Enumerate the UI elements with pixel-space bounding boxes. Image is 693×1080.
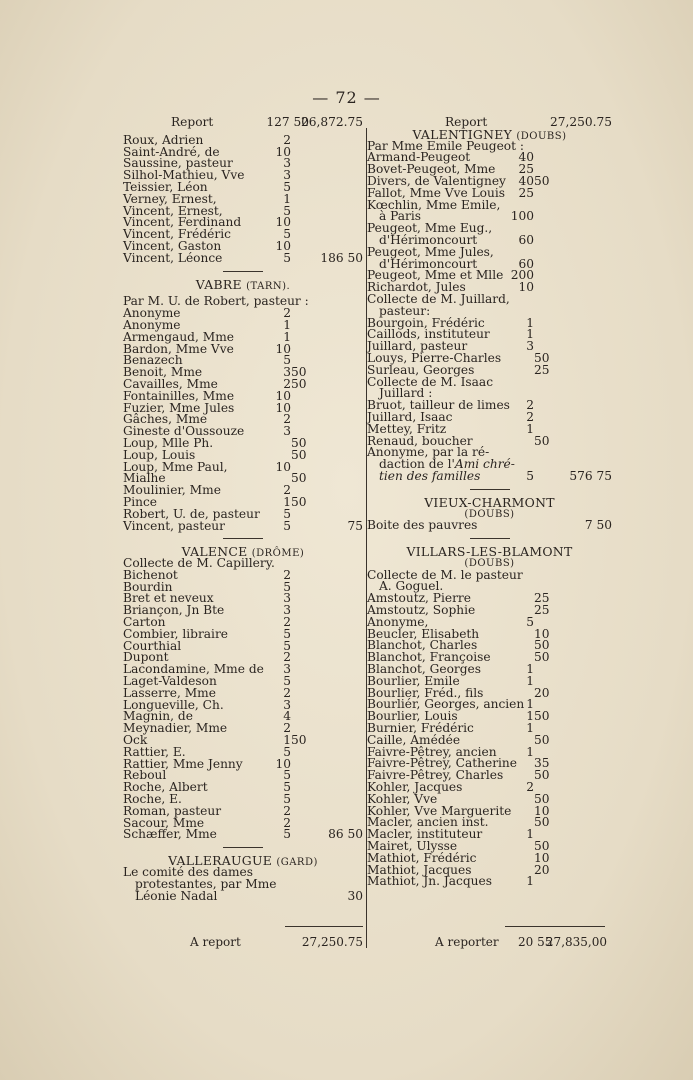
- entry-name: Bourdin: [123, 579, 173, 594]
- entry-amount: 2: [283, 685, 291, 700]
- entry-name: Collecte de M. Isaac: [367, 374, 494, 389]
- entry-amount: 60: [518, 232, 534, 247]
- entry-name: Vincent, Ernest,: [123, 203, 223, 218]
- entry-amount: 2: [283, 483, 291, 498]
- entry-amount: 10: [275, 388, 291, 403]
- entry-name: Vincent, Gaston: [123, 238, 222, 253]
- entry-name: Anonyme: [123, 306, 181, 321]
- entry-name: Bourlier, Emile: [367, 673, 460, 688]
- entry-total: 186 50: [320, 250, 363, 265]
- entry-name: Rattier, Mme Jenny: [123, 756, 243, 771]
- entry-amount: 3: [283, 662, 291, 677]
- entry-cents: 10: [534, 850, 550, 865]
- entry-name: Juillard :: [379, 386, 433, 401]
- entry-name: Anonyme, par la ré-: [367, 445, 490, 460]
- entry-cents: 50: [534, 709, 550, 724]
- entry-name: Blanchot, Georges: [367, 662, 482, 677]
- entry-amount: 5: [283, 792, 291, 807]
- entry-name: Vincent, Frédéric: [123, 227, 231, 242]
- entry-name: Vincent, pasteur: [123, 518, 225, 533]
- entry-amount: 10: [275, 400, 291, 415]
- entry-cents: 50: [534, 433, 550, 448]
- list-item: [123, 888, 363, 903]
- entry-amount: 3: [283, 697, 291, 712]
- entry-name: Faivre-Pêtrey, Catherine: [367, 756, 517, 771]
- entry-cents: 20: [534, 685, 550, 700]
- entry-name: Briançon, Jn Bte: [123, 603, 225, 618]
- entry-amount: 1: [526, 327, 534, 342]
- entry-name: Anonyme: [123, 317, 181, 332]
- section-dept: (GARD): [276, 857, 318, 869]
- section-intro-text: Le comité des dames: [123, 865, 254, 880]
- entry-amount: 200: [510, 268, 534, 283]
- section-title: VIEUX-CHARMONT: [424, 494, 555, 510]
- entry-cents: 25: [534, 591, 550, 606]
- section-dept: (DOUBS): [464, 508, 515, 520]
- entry-name: Armengaud, Mme: [123, 329, 234, 344]
- section-title: VABRE (TARN).: [195, 276, 291, 292]
- entry-name: Amstoutz, Pierre: [367, 591, 471, 606]
- entry-amount: 40: [518, 150, 534, 165]
- entry-amount: 3: [283, 591, 291, 606]
- entry-cents: 50: [534, 768, 550, 783]
- list-item: [123, 518, 363, 533]
- entry-amount: 1: [526, 874, 534, 889]
- entry-cents: 20: [534, 862, 550, 877]
- entry-name: Fontainilles, Mme: [123, 388, 235, 403]
- entry-name: Ock: [123, 733, 148, 748]
- entry-amount: 1: [526, 697, 534, 712]
- entry-amount: 3: [526, 339, 534, 354]
- entry-name: Bourliér, Georges, ancien: [367, 697, 525, 712]
- entry-name: Amstoutz, Sophie: [367, 603, 476, 618]
- left-column: [123, 117, 363, 908]
- entry-name: Teissier, Léon: [123, 179, 208, 194]
- entry-name: Renaud, boucher: [367, 433, 473, 448]
- entry-cents: 50: [534, 732, 550, 747]
- report-total: 26,872.75: [300, 115, 363, 129]
- section-heading: [367, 494, 612, 510]
- entry-name: Bovet-Peugeot, Mme: [367, 162, 496, 177]
- entry-name: Macler, ancien inst.: [367, 815, 489, 830]
- entry-amount: 2: [283, 721, 291, 736]
- entry-name: Vincent, Ferdinand: [123, 215, 242, 230]
- entry-amount: 1: [283, 317, 291, 332]
- entry-name: Pince: [123, 494, 157, 509]
- entry-name: Peugeot, Mme et Mlle: [367, 268, 504, 283]
- entry-cents: 50: [291, 471, 307, 486]
- entry-name: Loup, Mlle Ph.: [123, 435, 214, 450]
- section-intro-text: Collecte de M. Capillery.: [123, 556, 275, 571]
- entry-name: Roman, pasteur: [123, 803, 222, 818]
- section-intro-text: Par M. U. de Robert, pasteur :: [123, 294, 309, 309]
- entry-name: Courthial: [123, 638, 182, 653]
- report-line: [123, 117, 363, 129]
- entry-amount: 1: [526, 421, 534, 436]
- entry-name: d'Hérimoncourt: [379, 232, 478, 247]
- entry-name: Lacondamine, Mme de: [123, 662, 264, 677]
- entry-name: Silhol-Mathieu, Vve: [123, 168, 245, 183]
- entry-name: Roux, Adrien: [123, 132, 204, 147]
- section-intro-text: protestantes, par Mme: [135, 876, 277, 891]
- entry-cents: 50: [534, 350, 550, 365]
- entry-amount: 5: [283, 780, 291, 795]
- entry-amount: 1: [526, 721, 534, 736]
- entry-amount: 5: [283, 518, 291, 533]
- entry-name: Meynadier, Mme: [123, 721, 228, 736]
- entry-amount: 10: [275, 238, 291, 253]
- entry-name: Mialhe: [123, 471, 166, 486]
- entry-name: Combier, libraire: [123, 626, 228, 641]
- entry-name: daction de l'Ami chré-: [379, 457, 515, 472]
- entry-name: Richardot, Jules: [367, 280, 466, 295]
- entry-amount: 25: [518, 162, 534, 177]
- section-dept: (DOUBS): [464, 557, 515, 569]
- entry-amount: 2: [283, 412, 291, 427]
- entry-amount: 5: [283, 744, 291, 759]
- entry-amount: 3: [283, 168, 291, 183]
- entry-name: Reboul: [123, 768, 167, 783]
- entry-name: Saint-André, de: [123, 144, 220, 159]
- entry-name: Bichenot: [123, 567, 178, 582]
- entry-total: 7 50: [584, 518, 612, 533]
- entry-amount: 10: [275, 144, 291, 159]
- entry-name: Dupont: [123, 650, 169, 665]
- entry-name: Mettey, Fritz: [367, 421, 447, 436]
- entry-amount: 3: [283, 603, 291, 618]
- section-dept: (DOUBS): [516, 130, 567, 142]
- entry-amount: 5: [283, 626, 291, 641]
- entry-name: Anonyme,: [367, 614, 429, 629]
- entry-name: Boite des pauvres: [367, 518, 478, 533]
- section-intro-text: A. Goguel.: [379, 579, 444, 594]
- entry-name: Macler, instituteur: [367, 827, 483, 842]
- entry-name: Saussine, pasteur: [123, 156, 233, 171]
- entry-amount: 1: [526, 709, 534, 724]
- entry-amount: 2: [283, 306, 291, 321]
- entry-amount: 10: [275, 756, 291, 771]
- entry-amount: 5: [283, 250, 291, 265]
- entry-amount: 2: [526, 780, 534, 795]
- entry-name: Verney, Ernest,: [123, 191, 217, 206]
- entry-name: Kœchlin, Mme Emile,: [367, 197, 501, 212]
- entry-name: Mairet, Ulysse: [367, 839, 458, 854]
- entry-name: Juillard, Isaac: [367, 409, 453, 424]
- entry-name: Lasserre, Mme: [123, 685, 216, 700]
- section-title: VALENCE (DRÔME): [181, 544, 305, 560]
- entry-amount: 1: [526, 315, 534, 330]
- entry-cents: 25: [534, 603, 550, 618]
- entry-name: Bourgoin, Frédéric: [367, 315, 485, 330]
- entry-amount: 5: [283, 506, 291, 521]
- entry-cents: 25: [534, 362, 550, 377]
- right-column: [367, 117, 612, 888]
- entry-amount: 5: [283, 227, 291, 242]
- right-footer-label: A reporter: [435, 935, 499, 949]
- entry-name: Bardon, Mme Vve: [123, 341, 234, 356]
- entry-name: Léonie Nadal: [135, 888, 218, 903]
- entry-amount: 10: [275, 341, 291, 356]
- entry-name: pasteur:: [379, 303, 431, 318]
- entry-cents: 10: [534, 626, 550, 641]
- entry-name: Moulinier, Mme: [123, 483, 221, 498]
- entry-name: Rattier, E.: [123, 744, 186, 759]
- section-title: VALLERAUGUE (GARD): [168, 853, 318, 869]
- list-item: [123, 485, 363, 497]
- entry-amount: 2: [526, 398, 534, 413]
- entry-amount: 25: [518, 185, 534, 200]
- entry-name: Bourlier, Fréd., fils: [367, 685, 484, 700]
- entry-amount: 1: [283, 733, 291, 748]
- entry-name: Burnier, Frédéric: [367, 721, 474, 736]
- entry-name: Mathiot, Jn. Jacques: [367, 874, 492, 889]
- entry-total: 30: [347, 888, 363, 903]
- entry-name: Robert, U. de, pasteur: [123, 506, 260, 521]
- entry-name: Benoit, Mme: [123, 365, 203, 380]
- entry-amount: 1: [283, 191, 291, 206]
- entry-name: Sacour, Mme: [123, 815, 205, 830]
- section-title: VALENTIGNEY (DOUBS): [412, 126, 567, 142]
- entry-name: tien des familles: [379, 468, 481, 483]
- entry-amount: 2: [283, 376, 291, 391]
- entry-cents: 35: [534, 756, 550, 771]
- entry-name: Peugeot, Mme Eug.,: [367, 221, 493, 236]
- entry-name: Longueville, Ch.: [123, 697, 224, 712]
- entry-name: Blanchot, Françoise: [367, 650, 491, 665]
- entry-name: Magnin, de: [123, 709, 193, 724]
- entry-amount: 10: [275, 215, 291, 230]
- entry-amount: 5: [283, 179, 291, 194]
- entry-name: Kohler, Vve Marguerite: [367, 803, 512, 818]
- section-intro-text: Par Mme Emile Peugeot :: [367, 138, 525, 153]
- entry-name: Fallot, Mme Vve Louis: [367, 185, 506, 200]
- right-footer-rule: [505, 926, 605, 927]
- entry-name: Faivre-Pêtrey, ancien: [367, 744, 497, 759]
- entry-name: Beucler, Elisabeth: [367, 626, 480, 641]
- report-label: Report: [171, 115, 214, 129]
- entry-cents: 50: [534, 173, 550, 188]
- entry-amount: 5: [283, 579, 291, 594]
- entry-amount: 3: [283, 424, 291, 439]
- entry-name: Divers, de Valentigney: [367, 173, 506, 188]
- entry-name: Caillods, instituteur: [367, 327, 490, 342]
- entry-name: Collecte de M. Juillard,: [367, 291, 510, 306]
- section-dept: (DRÔME): [251, 548, 305, 560]
- entry-cents: 50: [291, 435, 307, 450]
- entry-amount: 1: [526, 744, 534, 759]
- entry-name: Louys, Pierre-Charles: [367, 350, 502, 365]
- entry-name: Bret et neveux: [123, 591, 214, 606]
- entry-name: Vincent, Léonce: [123, 250, 223, 265]
- right-footer-total: 27,835,00: [545, 935, 607, 949]
- entry-amount: 5: [526, 468, 534, 483]
- list-item: [123, 250, 363, 265]
- entry-name: Caille, Amédée: [367, 732, 461, 747]
- entry-total: 86 50: [328, 827, 363, 842]
- entry-amount: 2: [526, 409, 534, 424]
- entry-amount: 4: [283, 709, 291, 724]
- left-footer-rule: [285, 926, 363, 927]
- list-item: [367, 876, 612, 888]
- entry-amount: 100: [510, 209, 534, 224]
- entry-amount: 5: [283, 827, 291, 842]
- entry-cents: 50: [291, 376, 307, 391]
- list-item: [367, 468, 612, 483]
- entry-name: Gineste d'Oussouze: [123, 424, 245, 439]
- entry-name: Loup, Mme Paul,: [123, 459, 228, 474]
- report-subtotal: 127 50: [266, 115, 309, 129]
- entry-name: Faivre-Pêtrey, Charles: [367, 768, 504, 783]
- entry-name: Roche, E.: [123, 792, 182, 807]
- entry-amount: 2: [283, 615, 291, 630]
- entry-cents: 50: [534, 638, 550, 653]
- entry-name: Mathiot, Jacques: [367, 862, 472, 877]
- entry-amount: 5: [283, 768, 291, 783]
- report-label: Report: [445, 115, 488, 129]
- section-heading: [123, 276, 363, 292]
- left-footer-label: A report: [190, 935, 241, 949]
- entry-total: 576 75: [569, 468, 612, 483]
- entry-name: Kohler, Vve: [367, 791, 438, 806]
- entry-name: Mathiot, Frédéric: [367, 850, 477, 865]
- entry-name: Benazech: [123, 353, 183, 368]
- entry-cents: 50: [534, 839, 550, 854]
- entry-name: Blanchot, Charles: [367, 638, 478, 653]
- entry-amount: 2: [283, 803, 291, 818]
- entry-cents: 50: [291, 494, 307, 509]
- entry-name: Schæffer, Mme: [123, 827, 217, 842]
- entry-amount: 1: [283, 329, 291, 344]
- entry-name: Fuzier, Mme Jules: [123, 400, 235, 415]
- entry-cents: 10: [534, 803, 550, 818]
- entry-total: 75: [347, 518, 363, 533]
- entry-name: Gâches, Mme: [123, 412, 208, 427]
- entry-amount: 10: [275, 459, 291, 474]
- entry-amount: 3: [283, 156, 291, 171]
- entry-amount: 10: [518, 280, 534, 295]
- list-item: [123, 829, 363, 841]
- entry-name: Bourlier, Louis: [367, 709, 458, 724]
- report-total: 27,250.75: [549, 115, 612, 129]
- entry-name: Armand-Peugeot: [367, 150, 471, 165]
- section-dept: (TARN).: [246, 280, 291, 292]
- entry-amount: 5: [283, 674, 291, 689]
- left-footer-total: 27,250.75: [301, 935, 363, 949]
- entry-name: Kohler, Jacques: [367, 780, 463, 795]
- entry-cents: 50: [534, 650, 550, 665]
- section-heading: [367, 546, 612, 558]
- entry-amount: 3: [283, 365, 291, 380]
- page-number: — 72 —: [312, 88, 381, 107]
- entry-name: Surleau, Georges: [367, 362, 475, 377]
- entry-name: Roche, Albert: [123, 780, 208, 795]
- entry-amount: 5: [283, 638, 291, 653]
- list-item: [123, 723, 363, 735]
- entry-amount: 5: [526, 614, 534, 629]
- entry-name: Cavailles, Mme: [123, 376, 218, 391]
- entry-name: Juillard, pasteur: [367, 339, 468, 354]
- entry-name: à Paris: [379, 209, 422, 224]
- entry-name: d'Hérimoncourt: [379, 256, 478, 271]
- entry-amount: 60: [518, 256, 534, 271]
- entry-amount: 2: [283, 650, 291, 665]
- entry-name: Carton: [123, 615, 166, 630]
- entry-amount: 5: [283, 353, 291, 368]
- entry-cents: 50: [534, 791, 550, 806]
- entry-amount: 40: [518, 173, 534, 188]
- entry-name: Laget-Valdeson: [123, 674, 217, 689]
- entry-amount: 2: [283, 567, 291, 582]
- list-item: [367, 520, 612, 532]
- entry-cents: 50: [291, 447, 307, 462]
- entry-amount: 2: [283, 132, 291, 147]
- entry-amount: 1: [526, 662, 534, 677]
- entry-name: Bruot, tailleur de limes: [367, 398, 510, 413]
- entry-cents: 50: [291, 365, 307, 380]
- entry-amount: 2: [283, 815, 291, 830]
- entry-amount: 1: [283, 494, 291, 509]
- entry-cents: 50: [291, 733, 307, 748]
- entry-cents: 50: [534, 815, 550, 830]
- section-title: VILLARS-LES-BLAMONT: [406, 544, 573, 560]
- entry-amount: 1: [526, 827, 534, 842]
- entry-name: Peugeot, Mme Jules,: [367, 244, 494, 259]
- spacer: [123, 902, 363, 908]
- right-footer-subtotal: 20 55: [518, 935, 553, 949]
- section-intro-text: Collecte de M. le pasteur: [367, 567, 523, 582]
- entry-name: Loup, Louis: [123, 447, 196, 462]
- entry-amount: 5: [283, 203, 291, 218]
- entry-amount: 1: [526, 673, 534, 688]
